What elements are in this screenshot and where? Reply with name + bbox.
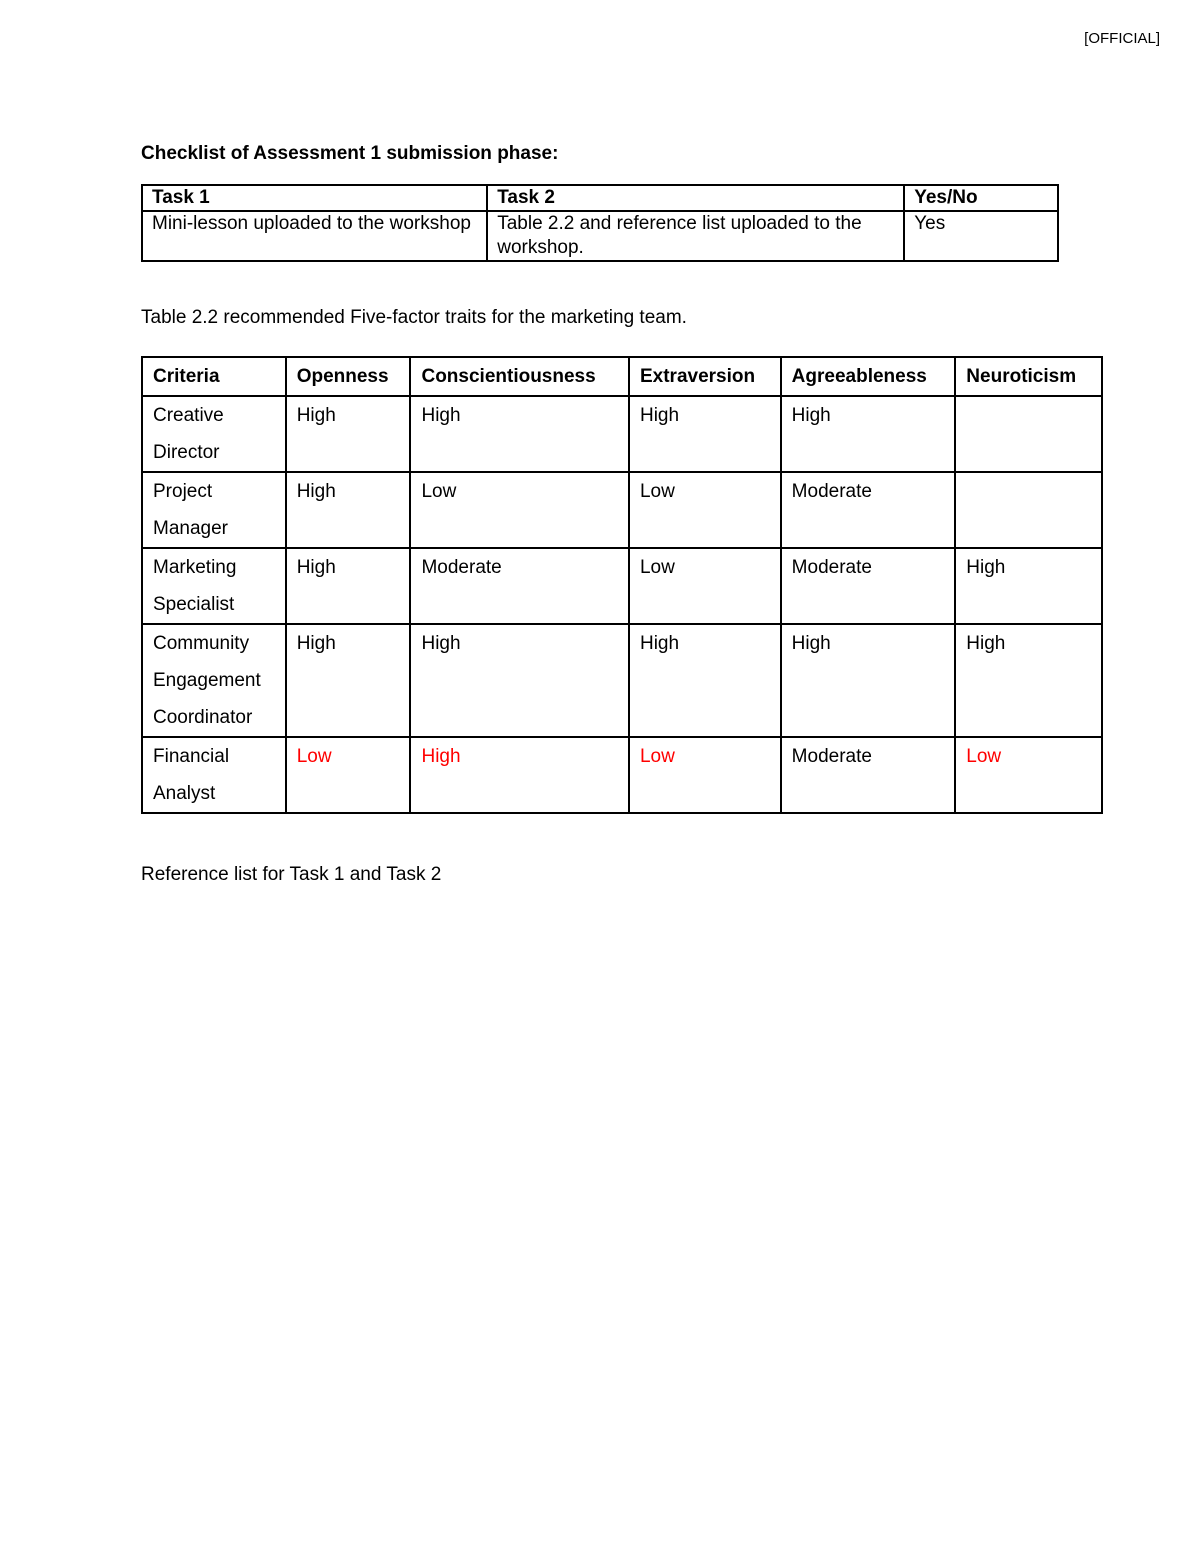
checklist-title: Checklist of Assessment 1 submission phase: (141, 143, 559, 164)
table-row (142, 211, 1058, 261)
column-header-openness: Openness (286, 357, 411, 396)
criteria-cell: Creative Director (142, 396, 286, 472)
table-row (142, 624, 1102, 737)
extraversion-cell: High (629, 396, 781, 472)
agreeableness-cell: High (781, 396, 956, 472)
table-caption: Table 2.2 recommended Five-factor traits for the marketing team. (141, 307, 687, 328)
column-header-agreeableness: Agreeableness (781, 357, 956, 396)
extraversion-cell: Low (629, 737, 781, 813)
task-2-cell: Table 2.2 and reference list uploaded to the workshop. (487, 211, 904, 261)
extraversion-cell: High (629, 624, 781, 737)
column-header-task-1: Task 1 (142, 185, 487, 211)
column-header-extraversion: Extraversion (629, 357, 781, 396)
openness-cell: High (286, 396, 411, 472)
openness-cell: High (286, 472, 411, 548)
extraversion-cell: Low (629, 548, 781, 624)
conscientiousness-cell: Moderate (410, 548, 629, 624)
criteria-cell: Financial Analyst (142, 737, 286, 813)
task-1-cell: Mini-lesson uploaded to the workshop (142, 211, 487, 261)
openness-cell: High (286, 548, 411, 624)
column-header-task-2: Task 2 (487, 185, 904, 211)
neuroticism-cell: High (955, 548, 1102, 624)
criteria-cell: Marketing Specialist (142, 548, 286, 624)
column-header-neuroticism: Neuroticism (955, 357, 1102, 396)
criteria-cell: Project Manager (142, 472, 286, 548)
checklist-header-row (142, 185, 1058, 211)
checklist-table (141, 184, 1059, 262)
neuroticism-cell (955, 472, 1102, 548)
column-header-yes-no: Yes/No (904, 185, 1058, 211)
criteria-cell: Community Engagement Coordinator (142, 624, 286, 737)
agreeableness-cell: Moderate (781, 737, 956, 813)
extraversion-cell: Low (629, 472, 781, 548)
yes-no-cell: Yes (904, 211, 1058, 261)
conscientiousness-cell: High (410, 396, 629, 472)
table-row (142, 396, 1102, 472)
conscientiousness-cell: High (410, 624, 629, 737)
neuroticism-cell: High (955, 624, 1102, 737)
traits-table (141, 356, 1103, 814)
table-row (142, 737, 1102, 813)
neuroticism-cell: Low (955, 737, 1102, 813)
agreeableness-cell: Moderate (781, 472, 956, 548)
openness-cell: High (286, 624, 411, 737)
column-header-conscientiousness: Conscientiousness (410, 357, 629, 396)
agreeableness-cell: Moderate (781, 548, 956, 624)
neuroticism-cell (955, 396, 1102, 472)
traits-header-row (142, 357, 1102, 396)
reference-list-heading: Reference list for Task 1 and Task 2 (141, 864, 442, 885)
conscientiousness-cell: High (410, 737, 629, 813)
openness-cell: Low (286, 737, 411, 813)
table-row (142, 548, 1102, 624)
conscientiousness-cell: Low (410, 472, 629, 548)
agreeableness-cell: High (781, 624, 956, 737)
column-header-criteria: Criteria (142, 357, 286, 396)
table-row (142, 472, 1102, 548)
classification-label: [OFFICIAL] (1084, 30, 1160, 47)
